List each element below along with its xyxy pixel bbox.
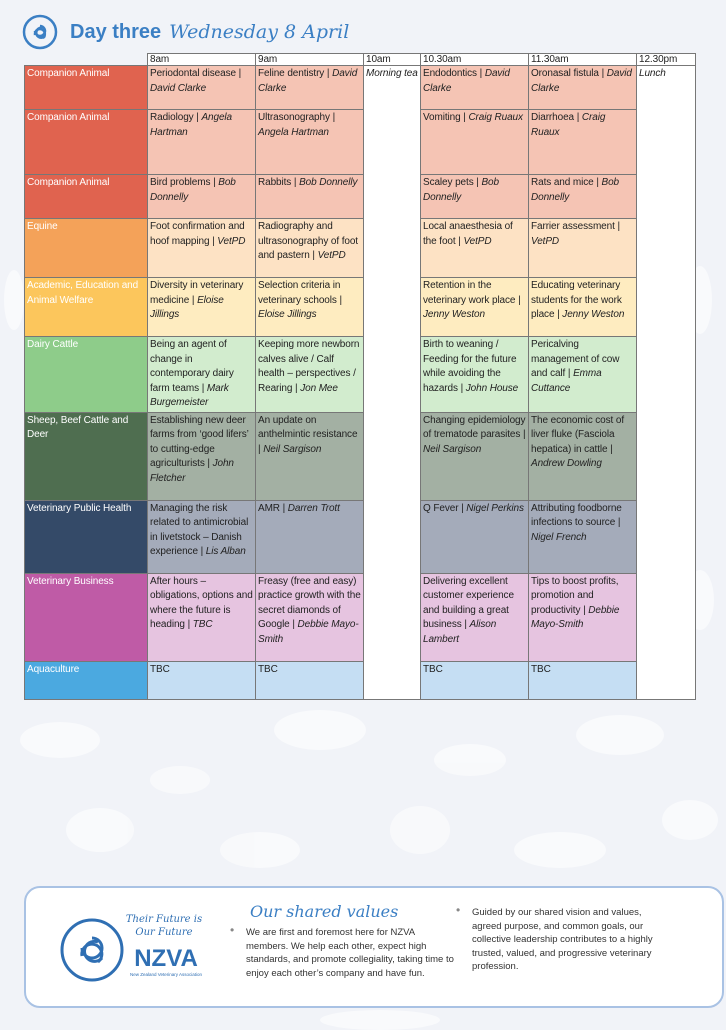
session-cell xyxy=(529,500,637,573)
session-title: An update on anthelmintic resistance xyxy=(258,414,358,440)
session-title: Freasy (free and easy) practice growth with the secret diamonds of Google xyxy=(258,575,361,630)
session-cell xyxy=(256,219,364,278)
session-row xyxy=(25,661,696,699)
session-row xyxy=(25,278,696,337)
session-speaker: | VetPD xyxy=(312,250,345,261)
session-speaker: | VetPD xyxy=(458,236,491,247)
value-item xyxy=(456,903,672,974)
session-cell xyxy=(148,412,256,500)
session-title: Tips to boost profits, promotion and productivity xyxy=(531,575,619,616)
session-cell xyxy=(256,573,364,661)
session-title: After hours – obligations, options and where the future is heading xyxy=(150,575,253,630)
session-cell xyxy=(529,175,637,219)
session-speaker: | John House xyxy=(461,383,519,394)
bullet-icon: • xyxy=(456,903,461,917)
session-cell xyxy=(256,500,364,573)
bullet-icon: • xyxy=(230,923,235,937)
session-speaker: | Jenny Weston xyxy=(423,295,521,321)
session-cell xyxy=(256,66,364,110)
session-speaker: | Mark Burgemeister xyxy=(150,383,229,409)
session-row xyxy=(25,337,696,413)
nzva-logo xyxy=(56,910,216,990)
session-title: Birth to weaning / Feeding for the future while avoiding the hazards xyxy=(423,339,517,394)
session-cell xyxy=(256,337,364,413)
date-title: Wednesday 8 April xyxy=(169,21,350,43)
session-speaker: | Angela Hartman xyxy=(150,112,232,138)
session-speaker: | TBC xyxy=(188,619,213,630)
session-cell xyxy=(529,66,637,110)
session-speaker: | Debbie Mayo-Smith xyxy=(258,619,359,645)
session-speaker: | Angela Hartman xyxy=(258,112,335,138)
value-text: We are first and foremost here for NZVA members. We help each other, expect high standards, and promote collegiality, taking time to enjoy each other’s company and have fun. xyxy=(246,927,454,979)
session-title: Bird problems xyxy=(150,177,211,188)
session-title: TBC xyxy=(150,663,170,675)
session-cell xyxy=(148,337,256,413)
session-cell xyxy=(256,661,364,699)
session-speaker: | Neil Sargison xyxy=(423,429,526,455)
session-speaker: | Nigel French xyxy=(531,517,620,543)
session-title: Changing epidemiology of trematode parasites xyxy=(423,414,526,440)
time-header: 11.30am xyxy=(529,54,637,66)
session-cell xyxy=(421,66,529,110)
values-footer xyxy=(24,886,724,1008)
session-cell xyxy=(421,337,529,413)
session-speaker: | Neil Sargison xyxy=(258,444,321,455)
session-speaker: | Eloise Jillings xyxy=(258,295,342,321)
session-speaker: | John Fletcher xyxy=(150,458,234,484)
session-title: Endodontics xyxy=(423,68,477,79)
page-header xyxy=(22,14,349,50)
category-label: Companion Animal xyxy=(25,66,148,110)
session-speaker: | David Clarke xyxy=(531,68,632,94)
session-speaker: | David Clarke xyxy=(150,68,241,94)
session-title: Establishing new deer farms from ‘good lifers’ to cutting-edge agriculturists xyxy=(150,414,249,469)
session-speaker: | David Clarke xyxy=(423,68,510,94)
session-cell xyxy=(529,573,637,661)
session-speaker: | Emma Cuttance xyxy=(531,368,602,394)
session-row xyxy=(25,175,696,219)
category-label: Companion Animal xyxy=(25,175,148,219)
session-title: Scaley pets xyxy=(423,177,474,188)
session-title: Ultrasonography xyxy=(258,112,330,123)
session-cell xyxy=(148,500,256,573)
logo-tagline-2: Our Future xyxy=(135,927,193,938)
session-speaker: | Bob Donnelly xyxy=(531,177,619,203)
session-speaker: | Jenny Weston xyxy=(557,309,624,320)
session-cell xyxy=(421,175,529,219)
session-cell xyxy=(421,278,529,337)
session-title: Periodontal disease xyxy=(150,68,236,79)
session-title: Q Fever xyxy=(423,502,459,514)
session-title: The economic cost of liver fluke (Fasciola hepatica) in cattle xyxy=(531,414,625,455)
session-cell xyxy=(529,412,637,500)
session-cell xyxy=(529,110,637,175)
session-title: Farrier assessment xyxy=(531,221,615,232)
session-cell xyxy=(148,661,256,699)
time-header: 9am xyxy=(256,54,364,66)
session-cell xyxy=(421,412,529,500)
time-header: 10.30am xyxy=(421,54,529,66)
session-title: AMR xyxy=(258,502,280,514)
session-speaker: | Bob Donnelly xyxy=(150,177,236,203)
session-title: TBC xyxy=(531,663,551,675)
session-title: Selection criteria in veterinary schools xyxy=(258,280,341,306)
session-title: Retention in the veterinary work place xyxy=(423,280,516,306)
category-label: Veterinary Public Health xyxy=(25,500,148,573)
session-cell xyxy=(148,66,256,110)
session-speaker: | Darren Trott xyxy=(283,503,340,514)
session-title: TBC xyxy=(258,663,278,675)
session-title: Diarrhoea xyxy=(531,112,575,123)
category-label: Aquaculture xyxy=(25,661,148,699)
session-cell xyxy=(421,500,529,573)
logo-text: NZVA xyxy=(134,945,198,972)
session-title: Rats and mice xyxy=(531,177,594,188)
session-title: Foot confirmation and hoof mapping xyxy=(150,221,245,247)
session-speaker: | Jon Mee xyxy=(295,383,338,394)
session-speaker: | Debbie Mayo-Smith xyxy=(531,605,619,631)
session-cell xyxy=(529,219,637,278)
session-title: Local anaesthesia of the foot xyxy=(423,221,513,247)
session-cell xyxy=(148,175,256,219)
session-cell xyxy=(421,573,529,661)
session-title: Educating veterinary students for the work place xyxy=(531,280,622,320)
category-label: Equine xyxy=(25,219,148,278)
morning-tea-cell: Morning tea xyxy=(364,66,421,700)
session-title: TBC xyxy=(423,663,443,675)
session-cell xyxy=(421,661,529,699)
session-title: Radiology xyxy=(150,112,194,123)
value-text: Guided by our shared vision and values, agreed purpose, and common goals, our collective leadership contributes to a highly trusted, valued, and progressive veterinary profession. xyxy=(472,907,653,972)
session-title: Keeping more newborn calves alive / Calf health – perspectives / Rearing xyxy=(258,339,360,394)
session-cell xyxy=(421,219,529,278)
session-speaker: | David Clarke xyxy=(258,68,357,94)
session-cell xyxy=(148,278,256,337)
session-speaker: | VetPD xyxy=(531,221,620,247)
values-title: Our shared values xyxy=(250,902,399,921)
session-speaker: | Andrew Dowling xyxy=(531,444,613,470)
schedule-table xyxy=(24,53,696,700)
lunch-cell: Lunch xyxy=(637,66,696,700)
session-row xyxy=(25,66,696,110)
session-speaker: | Nigel Perkins xyxy=(461,503,524,514)
session-title: Being an agent of change in contemporary dairy farm teams xyxy=(150,339,234,394)
session-row xyxy=(25,573,696,661)
category-label: Sheep, Beef Cattle and Deer xyxy=(25,412,148,500)
logo-tagline-1: Their Future is xyxy=(125,914,203,925)
category-label: Veterinary Business xyxy=(25,573,148,661)
time-header-row xyxy=(25,54,696,66)
session-title: Radiography and ultrasonography of foot and pastern xyxy=(258,221,358,261)
session-title: Vomiting xyxy=(423,112,461,123)
session-title: Pericalving management of cow and calf xyxy=(531,339,620,379)
session-cell xyxy=(529,661,637,699)
session-cell xyxy=(529,278,637,337)
session-row xyxy=(25,219,696,278)
session-cell xyxy=(256,278,364,337)
session-cell xyxy=(148,573,256,661)
session-cell xyxy=(148,110,256,175)
category-label: Dairy Cattle xyxy=(25,337,148,413)
time-header: 12.30pm xyxy=(637,54,696,66)
time-header: 10am xyxy=(364,54,421,66)
logo-subtext: New Zealand Veterinary Association xyxy=(129,972,203,977)
category-label: Academic, Education and Animal Welfare xyxy=(25,278,148,337)
session-speaker: | Bob Donnelly xyxy=(423,177,499,203)
session-cell xyxy=(256,412,364,500)
session-title: Oronasal fistula xyxy=(531,68,599,79)
session-title: Delivering excellent customer experience and building a great business xyxy=(423,575,514,630)
session-cell xyxy=(148,219,256,278)
session-row xyxy=(25,110,696,175)
session-row xyxy=(25,500,696,573)
session-title: Managing the risk related to antimicrobial in livetstock – Danish experience xyxy=(150,502,249,557)
session-speaker: | Eloise Jillings xyxy=(150,295,224,321)
session-title: Rabbits xyxy=(258,177,292,188)
session-speaker: | VetPD xyxy=(212,236,245,247)
session-cell xyxy=(256,110,364,175)
value-item xyxy=(230,923,456,980)
session-speaker: | Lis Alban xyxy=(201,546,246,557)
session-speaker: | Alison Lambert xyxy=(423,619,496,645)
time-header: 8am xyxy=(148,54,256,66)
session-title: Attributing foodborne infections to source xyxy=(531,502,622,528)
session-cell xyxy=(256,175,364,219)
triskele-icon xyxy=(22,14,58,50)
session-speaker: | Craig Ruaux xyxy=(463,112,523,123)
session-title: Feline dentistry xyxy=(258,68,325,79)
session-speaker: | Bob Donnelly xyxy=(294,177,357,188)
session-title: Diversity in veterinary medicine xyxy=(150,280,244,306)
session-cell xyxy=(529,337,637,413)
session-row xyxy=(25,412,696,500)
day-title: Day three xyxy=(70,20,162,43)
session-cell xyxy=(421,110,529,175)
header-blank xyxy=(25,54,148,66)
category-label: Companion Animal xyxy=(25,110,148,175)
session-speaker: | Craig Ruaux xyxy=(531,112,605,138)
